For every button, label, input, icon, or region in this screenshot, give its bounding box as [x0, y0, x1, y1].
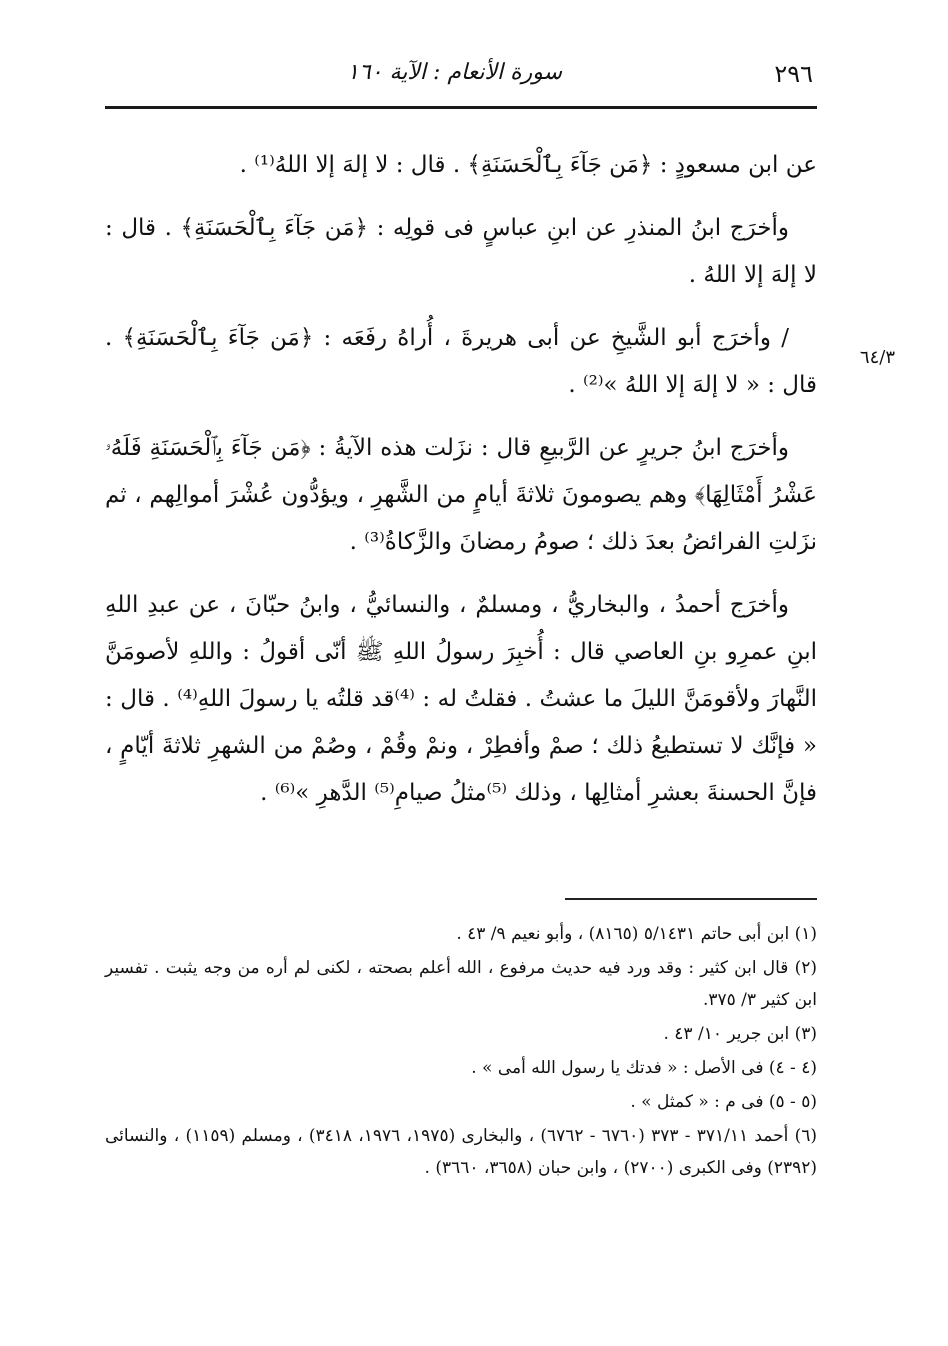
footnote-2: (٢) قال ابن كثير : وقد ورد فيه حديث مرفوع ، الله أعلم بصحته ، لكنى لم أره من وجه يثبت . تفسير ابن كثير ٣/ ٣٧٥. — [105, 958, 817, 1010]
main-text — [105, 142, 895, 833]
paragraph-5: وأخرَج أحمدُ ، والبخاريُّ ، ومسلمٌ ، والنسائيُّ ، وابنُ حبّانَ ، عن عبدِ اللهِ ابنِ عمرِو بنِ العاصي قال : أُخبِرَ رسولُ اللهِ ﷺ أنّى أقولُ : واللهِ لأصومَنَّ النَّهارَ ولأقومَنَّ الليلَ ما عشتُ . فقلتُ له : ⁽⁴⁾قد قلتُه يا رسولَ اللهِ⁽⁴⁾ . قال : « فإنَّك لا تستطيعُ ذلك ؛ صمْ وأفطِرْ ، ونمْ وقُمْ ، وصُمْ من الشهرِ ثلاثةَ أيّامٍ ، فإنَّ الحسنةَ بعشرِ أمثالِها ، وذلك ⁽⁵⁾مثلُ صيامِ⁽⁵⁾ الدَّهرِ »⁽⁶⁾ . — [105, 592, 817, 806]
margin-reference: ٦٤/٣ — [859, 347, 895, 368]
paragraph-4: وأخرَج ابنُ جريرٍ عن الرَّبيعِ قال : نزَلت هذه الآيةُ : ﴿مَن جَآءَ بِٱلْحَسَنَةِ فَلَهُۥ عَشْرُ أَمْثَالِهَا﴾ وهم يصومونَ ثلاثةَ أيامٍ من الشَّهرِ ، ويؤدُّون عُشْرَ أموالِهم ، ثم نزَلتِ الفرائضُ بعدَ ذلك ؛ صومُ رمضانَ والزَّكاةُ⁽³⁾ . — [105, 435, 817, 555]
footnote-3: (٣) ابن جرير ١٠/ ٤٣ . — [663, 1024, 817, 1044]
page-number: ٢٩٦ — [774, 60, 813, 88]
footnote-4: (٤ - ٤) فى الأصل : « فدتك يا رسول الله أمى » . — [471, 1058, 817, 1078]
running-head — [105, 56, 817, 92]
paragraph-3: / وأخرَج أبو الشَّيخِ عن أبى هريرةَ ، أُراهُ رفَعَه : ﴿مَن جَآءَ بِٱلْحَسَنَةِ﴾ . قال : « لا إلهَ إلا اللهُ »⁽²⁾ . — [105, 325, 817, 398]
header-divider — [105, 106, 817, 109]
paragraph-2: وأخرَج ابنُ المنذرِ عن ابنِ عباسٍ فى قولِه : ﴿مَن جَآءَ بِٱلْحَسَنَةِ﴾ . قال : لا إلهَ إلا اللهُ . — [105, 215, 817, 288]
footnote-1: (١) ابن أبى حاتم ٥/١٤٣١ (٨١٦٥) ، وأبو نعيم ٩/ ٤٣ . — [456, 924, 817, 944]
paragraph-1: عن ابن مسعودٍ : ﴿مَن جَآءَ بِٱلْحَسَنَةِ﴾ . قال : لا إلهَ إلا اللهُ⁽¹⁾ . — [239, 152, 817, 178]
footnote-divider — [565, 898, 817, 900]
running-title: سورة الأنعام : الآية ١٦٠ — [347, 60, 563, 85]
footnotes — [105, 918, 817, 1186]
footnote-5: (٥ - ٥) فى م : « كمثل » . — [630, 1092, 817, 1112]
footnote-6: (٦) أحمد ٣٧١/١١ - ٣٧٣ (٦٧٦٠ - ٦٧٦٢) ، والبخارى (١٩٧٥، ١٩٧٦، ٣٤١٨) ، ومسلم (١١٥٩) ، والنسائى (٢٣٩٢) وفى الكبرى (٢٧٠٠) ، وابن حبان (٣٦٥٨، ٣٦٦٠) . — [105, 1126, 817, 1178]
